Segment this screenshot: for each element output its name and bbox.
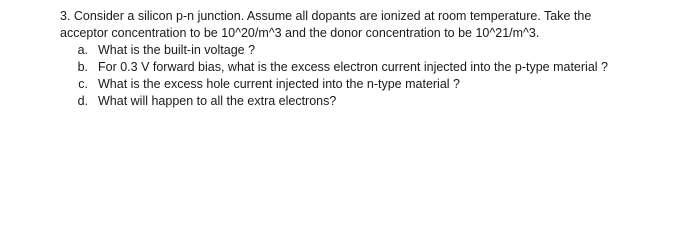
part-text: What is the built-in voltage ? [98, 43, 256, 57]
part-letter: b. [77, 60, 88, 74]
question-part-d [60, 93, 690, 110]
part-letter: a. [77, 43, 88, 57]
part-text: What is the excess hole current injected into the n-type material ? [98, 77, 460, 91]
question-stem-line-2: acceptor concentration to be 10^20/m^3 and the donor concentration to be 10^21/m^3. [60, 26, 540, 40]
question-stem [60, 8, 690, 42]
part-letter: c. [78, 77, 88, 91]
question-block [60, 8, 690, 110]
question-part-c [60, 76, 690, 93]
question-stem-line-1: 3. Consider a silicon p-n junction. Assume all dopants are ionized at room temperature. Take the [60, 9, 592, 23]
part-text: For 0.3 V forward bias, what is the excess electron current injected into the p-type material ? [98, 60, 608, 74]
question-parts-list [60, 42, 690, 110]
part-letter: d. [77, 94, 88, 108]
question-part-a [60, 42, 690, 59]
part-text: What will happen to all the extra electrons? [98, 94, 337, 108]
question-part-b [60, 59, 690, 76]
